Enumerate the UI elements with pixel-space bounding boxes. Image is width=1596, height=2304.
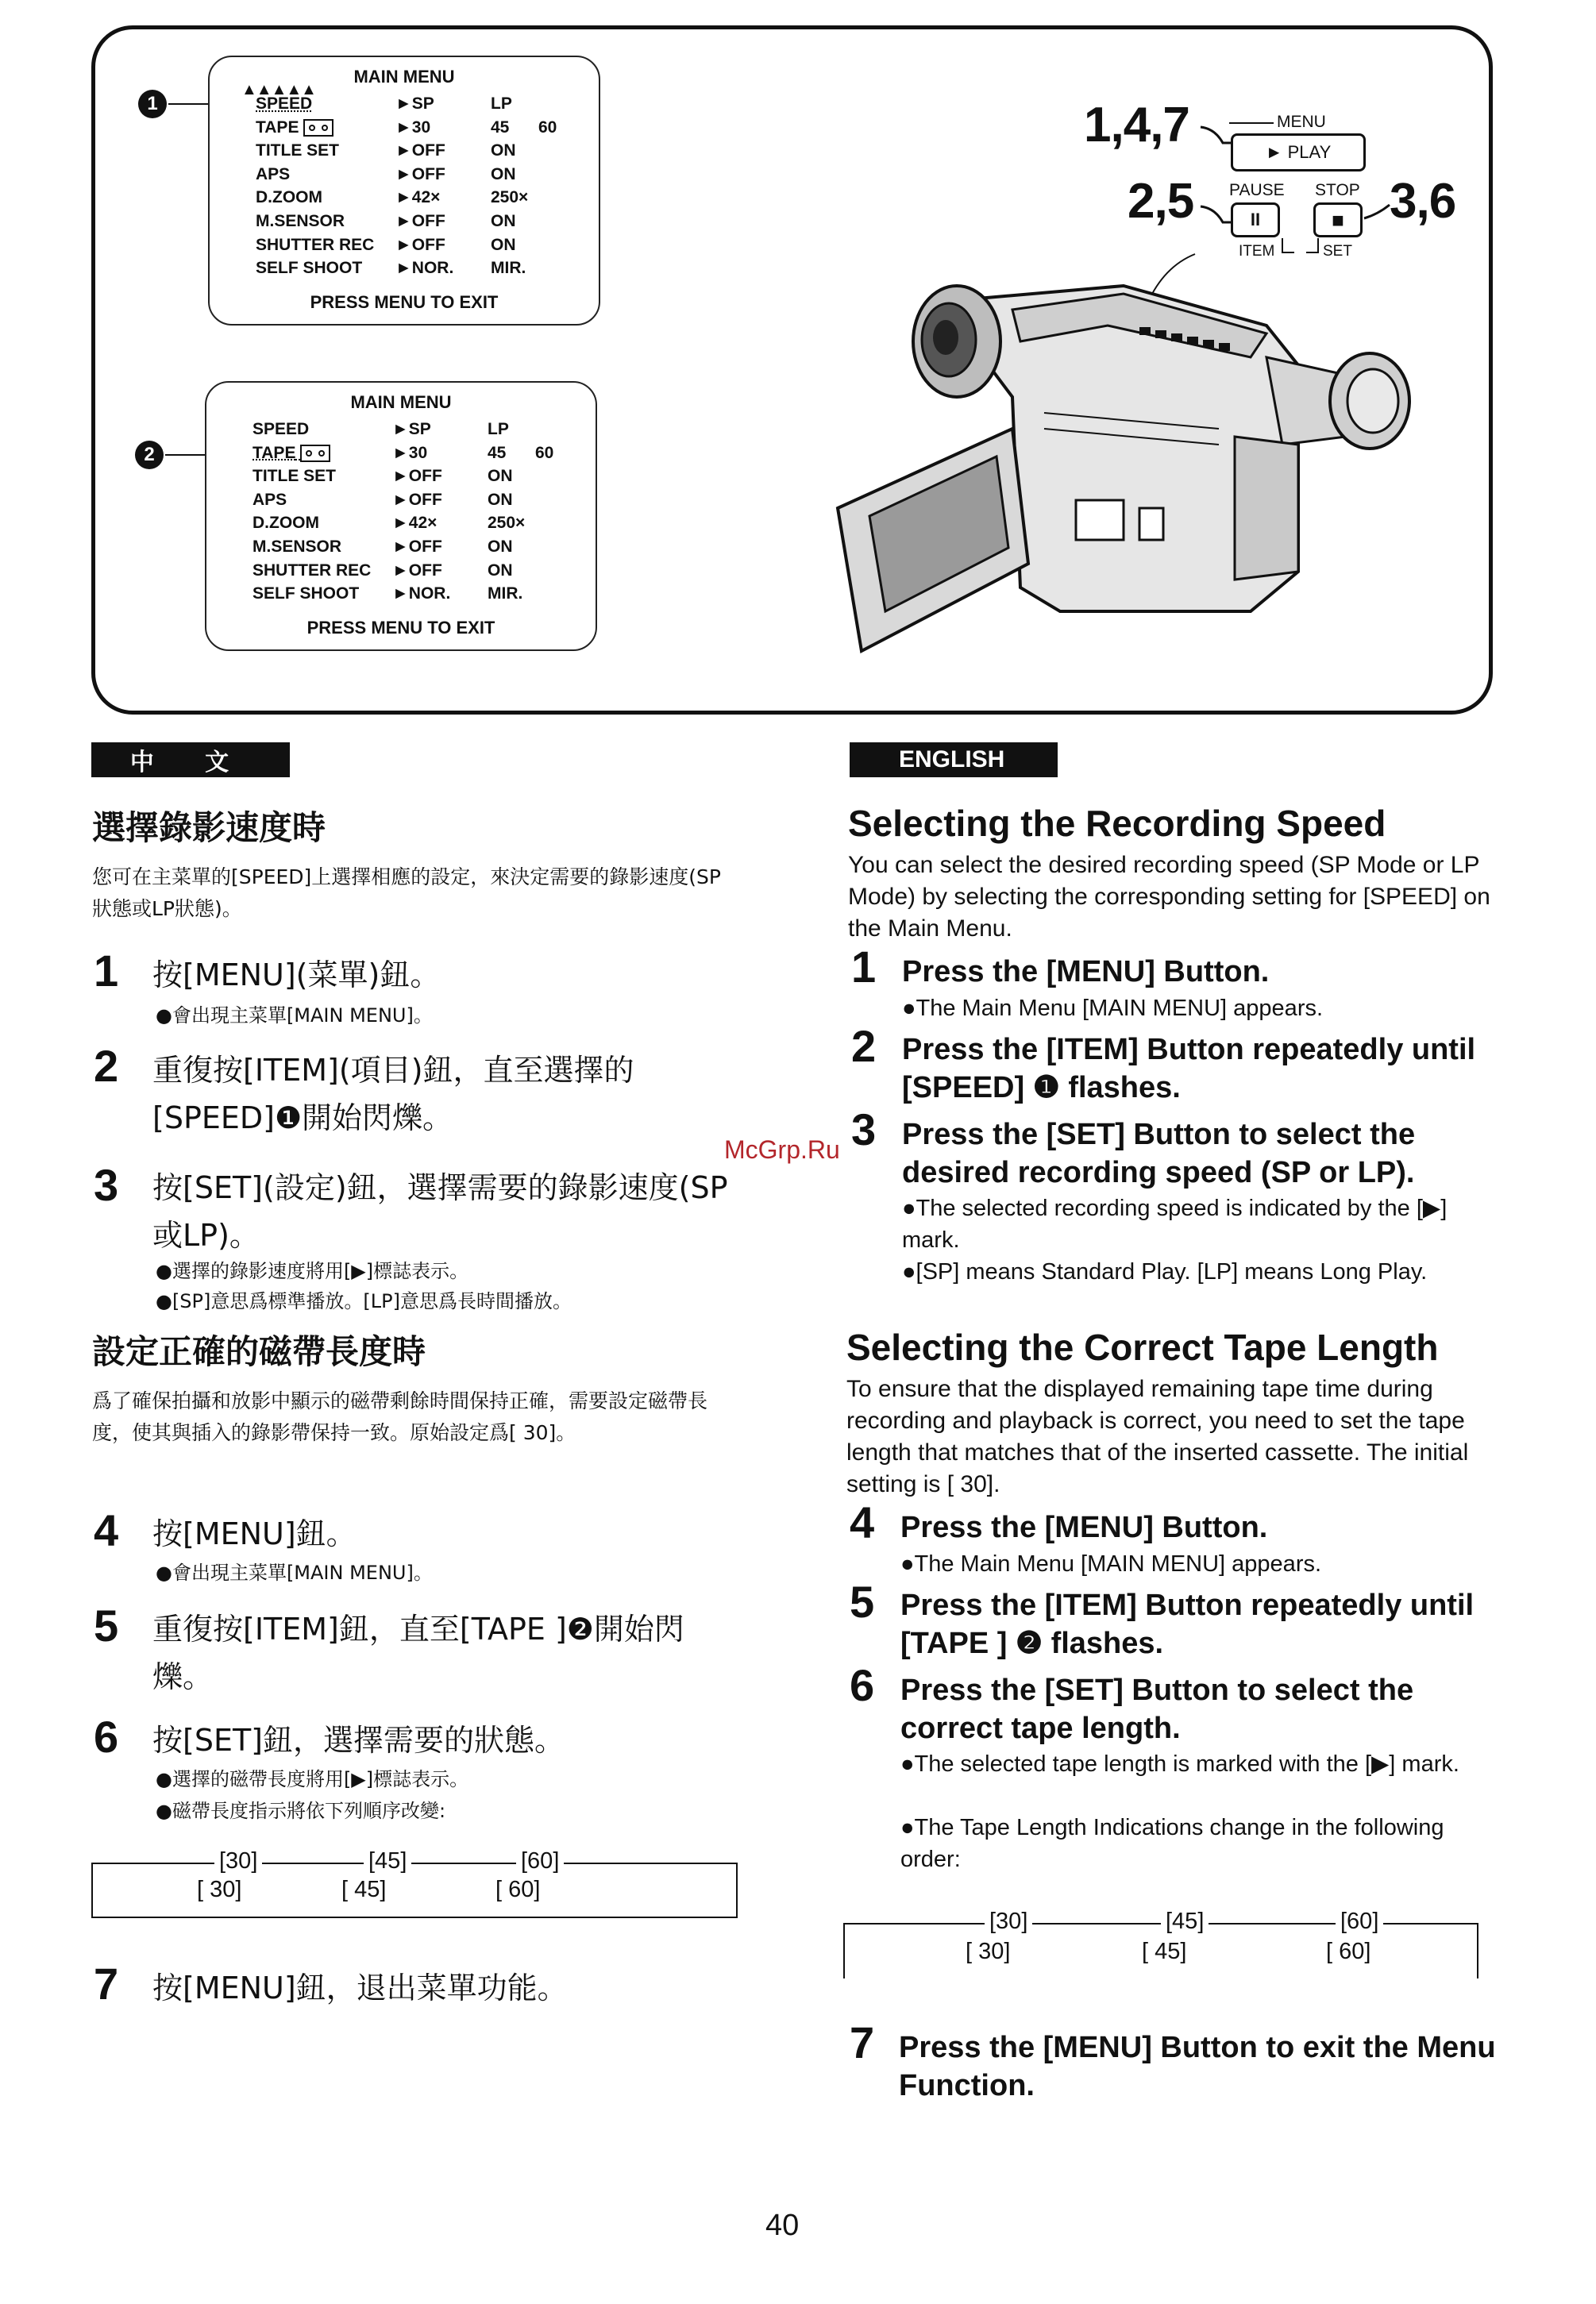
watermark: McGrp.Ru [724, 1135, 840, 1164]
en-seq-sub-60: [ 60] [1326, 1939, 1371, 1964]
en-step-6-text: Press the [SET] Button to select the correct tape length. [900, 1674, 1414, 1745]
zh-step-1-text: 按[MENU](菜單)鈕。 [152, 957, 441, 992]
flash-marks-icon: ▲▲▲▲▲ [241, 81, 316, 98]
zh-step-4-num: 4 [94, 1505, 119, 1555]
en-step-3-num: 3 [851, 1104, 877, 1154]
menu-row-dzoom: D.ZOOM ►42× 250× [256, 188, 529, 207]
callout-1-line [168, 103, 208, 105]
menu-row-speed: SPEED ►SP LP [256, 94, 512, 113]
zh-step-1-num: 1 [94, 946, 119, 996]
chinese-section-tag: 中 文 [91, 742, 290, 777]
menu-button-label: MENU [1277, 113, 1326, 131]
en-step-2-text: Press the [ITEM] Button repeatedly until [SPEED] ❶ flashes. [902, 1033, 1476, 1104]
zh-step-7-text: 按[MENU]鈕，退出菜單功能。 [152, 1971, 568, 2005]
menu-screen-speed [208, 56, 600, 326]
zh-heading-tape: 設定正確的磁帶長度時 [92, 1332, 426, 1371]
zh-seq-sub-60: [ 60] [495, 1877, 541, 1902]
menu-row-shutter-rec: SHUTTER REC ►OFF ON [256, 235, 516, 254]
zh-step-1-bullet: ●會出現主菜單[MAIN MENU]。 [156, 1004, 433, 1027]
pause-item-button[interactable]: II [1231, 202, 1280, 237]
zh-intro-speed: 您可在主菜單的[SPEED]上選擇相應的設定，來決定需要的錄影速度(SP狀態或LP狀態)。 [92, 865, 721, 920]
en-step-1-bullet: ●The Main Menu [MAIN MENU] appears. [902, 996, 1324, 1021]
en-heading-speed: Selecting the Recording Speed [848, 803, 1386, 844]
menu-title: MAIN MENU [350, 392, 452, 412]
camcorder-illustration [822, 238, 1425, 683]
menu-row-dzoom: D.ZOOM ►42× 250× [253, 514, 526, 533]
en-step-6-bullet-1: ●The selected tape length is marked with the [▶] mark. [900, 1751, 1459, 1777]
zh-seq-60: [60] [516, 1848, 564, 1874]
pause-button-label: PAUSE [1229, 181, 1285, 199]
menu-row-tape: TAPE ►30 45 60 [256, 118, 557, 137]
zh-step-6-text: 按[SET]鈕，選擇需要的狀態。 [152, 1723, 565, 1758]
en-heading-tape: Selecting the Correct Tape Length [846, 1327, 1439, 1368]
en-step-5-text: Press the [ITEM] Button repeatedly until [TAPE ] ❷ flashes. [900, 1589, 1475, 1660]
menu-row-shutter-rec: SHUTTER REC ►OFF ON [253, 561, 513, 580]
english-section-tag: ENGLISH [850, 742, 1058, 777]
page-number: 40 [765, 2209, 800, 2242]
zh-step-7-num: 7 [94, 1959, 119, 2009]
menu-footer: PRESS MENU TO EXIT [306, 618, 495, 638]
zh-step-4-text: 按[MENU]鈕。 [152, 1516, 357, 1551]
en-step-7-num: 7 [850, 2017, 875, 2067]
zh-step-3-text: 按[SET](設定)鈕，選擇需要的錄影速度(SP或LP)。 [152, 1170, 728, 1253]
zh-step-4-bullet: ●會出現主菜單[MAIN MENU]。 [156, 1562, 433, 1584]
set-label: SET [1323, 243, 1352, 260]
en-seq-60: [60] [1336, 1909, 1383, 1935]
en-step-1-num: 1 [851, 942, 877, 992]
en-step-2-num: 2 [851, 1021, 877, 1071]
menu-row-speed: SPEED ►SP LP [253, 420, 509, 438]
en-intro-tape: To ensure that the displayed remaining tape time during recording and playback is correct, you need to set the tape length that matches that of the inserted cassette. The initial setting is [ 30]. [846, 1376, 1469, 1497]
callout-2-icon: 2 [135, 441, 164, 469]
menu-row-msensor: M.SENSOR ►OFF ON [256, 211, 516, 230]
menu-bracket-line [1229, 122, 1274, 124]
menu-row-aps: APS ►OFF ON [253, 490, 513, 509]
zh-heading-speed: 選擇錄影速度時 [92, 808, 326, 847]
zh-step-6-num: 6 [94, 1712, 119, 1762]
steps-menu-label: 1,4,7 [1084, 98, 1189, 152]
menu-row-tape: TAPE ►30 45 60 [253, 443, 554, 462]
zh-intro-tape: 爲了確保拍攝和放影中顯示的磁帶剩餘時間保持正確，需要設定磁帶長度，使其與插入的錄影帶保持一致。原始設定爲[ 30]。 [92, 1389, 708, 1444]
zh-step-3-bullet-1: ●選擇的錄影速度將用[▶]標誌表示。 [156, 1260, 469, 1282]
callout-1-icon: 1 [138, 90, 167, 118]
zh-step-5-text: 重復按[ITEM]鈕，直至[TAPE ]❷開始閃爍。 [152, 1612, 684, 1694]
en-seq-45: [45] [1161, 1909, 1209, 1935]
zh-seq-sub-45: [ 45] [341, 1877, 387, 1902]
menu-rows [253, 418, 567, 606]
menu-row-self-shoot: SELF SHOOT ►NOR. MIR. [256, 259, 526, 278]
menu-row-self-shoot: SELF SHOOT ►NOR. MIR. [253, 584, 523, 603]
en-step-1-text: Press the [MENU] Button. [902, 955, 1270, 988]
en-step-6-num: 6 [850, 1660, 875, 1710]
en-step-3-bullet-2: ●[SP] means Standard Play. [LP] means Long Play. [902, 1259, 1428, 1285]
en-intro-speed: You can select the desired recording speed (SP Mode or LP Mode) by selecting the corresponding setting for [SPEED] on the Main Menu. [848, 852, 1490, 942]
zh-seq-sub-30: [ 30] [197, 1877, 242, 1902]
menu-row-title-set: TITLE SET ►OFF ON [253, 467, 513, 486]
zh-step-2-num: 2 [94, 1041, 119, 1091]
en-step-3-text: Press the [SET] Button to select the desired recording speed (SP or LP). [902, 1118, 1416, 1189]
en-step-7-text: Press the [MENU] Button to exit the Menu Function. [899, 2031, 1496, 2102]
play-button[interactable]: ► PLAY [1231, 133, 1366, 171]
zh-step-2-text: 重復按[ITEM](項目)鈕，直至選擇的[SPEED]❶開始閃爍。 [152, 1053, 634, 1135]
en-step-4-bullet: ●The Main Menu [MAIN MENU] appears. [900, 1551, 1322, 1577]
item-label: ITEM [1239, 243, 1275, 260]
zh-seq-gap [91, 1850, 738, 1853]
steps-pause-label: 2,5 [1128, 174, 1194, 229]
zh-step-3-bullet-2: ●[SP]意思爲標準播放。[LP]意思爲長時間播放。 [156, 1290, 572, 1312]
zh-seq-30: [30] [214, 1848, 262, 1874]
en-step-4-num: 4 [850, 1497, 875, 1547]
zh-step-3-num: 3 [94, 1160, 119, 1210]
en-step-6-bullet-2: ●The Tape Length Indications change in the following order: [900, 1815, 1444, 1872]
en-step-4-text: Press the [MENU] Button. [900, 1511, 1268, 1544]
menu-screen-tape [205, 381, 597, 651]
steps-stop-label: 3,6 [1390, 174, 1456, 229]
zh-step-5-num: 5 [94, 1601, 119, 1651]
en-seq-30: [30] [985, 1909, 1032, 1935]
zh-step-6-bullet-2: ●磁帶長度指示將依下列順序改變: [156, 1800, 446, 1822]
en-seq-sub-30: [ 30] [966, 1939, 1011, 1964]
menu-row-msensor: M.SENSOR ►OFF ON [253, 537, 513, 556]
stop-set-button[interactable]: ■ [1313, 202, 1363, 237]
callout-2-line [165, 454, 206, 456]
zh-seq-45: [45] [364, 1848, 411, 1874]
en-seq-sub-45: [ 45] [1142, 1939, 1187, 1964]
menu-rows [256, 92, 570, 280]
stop-button-label: STOP [1315, 181, 1360, 199]
tape-icon [303, 119, 333, 137]
en-step-5-num: 5 [850, 1577, 875, 1627]
zh-seq-box [91, 1863, 738, 1918]
menu-footer: PRESS MENU TO EXIT [310, 292, 499, 312]
menu-row-aps: APS ►OFF ON [256, 164, 516, 183]
menu-row-title-set: TITLE SET ►OFF ON [256, 141, 516, 160]
tape-icon [300, 445, 330, 462]
menu-title: MAIN MENU [353, 67, 455, 87]
zh-step-6-bullet-1: ●選擇的磁帶長度將用[▶]標誌表示。 [156, 1768, 469, 1790]
en-step-3-bullet-1: ●The selected recording speed is indicated by the [▶] mark. [902, 1196, 1448, 1253]
